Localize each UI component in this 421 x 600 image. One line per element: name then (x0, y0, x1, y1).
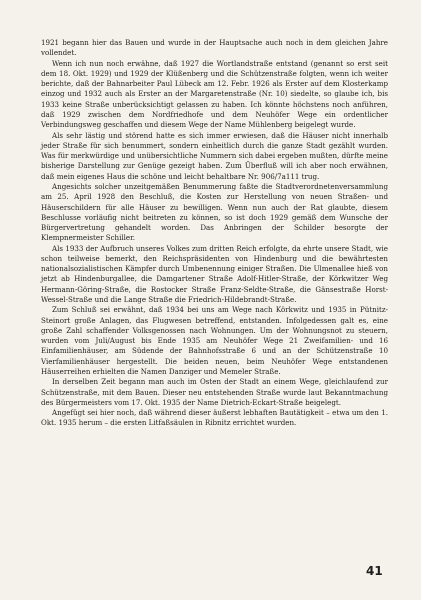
paragraph-5: Als 1933 der Aufbruch unseres Volkes zum dritten Reich erfolgte, da ehrte unsere Stadt, wie schon teilweise bemerkt, den Reichspräsidenten von Hindenburg und die bewährtesten nationalsozialistischen Kämpfer durch Umbenennung einiger Straßen. Die Ulmenallee hieß von jetzt ab Hindenburgallee, die Damgartener Straße Adolf-Hitler-Straße, der Körkwitzer Weg Hermann-Göring-Straße, die Rostocker Straße Franz-Seldte-Straße, die Gänsestraße Horst-Wessel-Straße und die Lange Straße die Friedrich-Hildebrandt-Straße. (41, 243, 388, 305)
paragraph-6: Zum Schluß sei erwähnt, daß 1934 bei uns am Wege nach Körkwitz und 1935 in Pütnitz-Steinort große Anlagen, das Flugwesen betreffend, entstanden. Infolgedessen galt es, eine große Zahl schaffender Volksgenossen nach Wohnungen. Um der Wohnungsnot zu steuern, wurden vom Juli/August bis Ende 1935 am Neuhöfer Wege 21 Zweifamilien- und 16 Einfamilienhäuser, am Südende der Bahnhofsstraße 6 und an der Schützenstraße 10 Vierfamilienhäuser hergestellt. Die beiden neuen, beim Neuhöfer Wege entstandenen Häuserreihen erhielten die Namen Danziger und Memeler Straße. (41, 305, 388, 376)
paragraph-2: Wenn ich nun noch erwähne, daß 1927 die Wortlandstraße entstand (genannt so erst seit dem 18. Okt. 1929) und 1929 der Klüßenberg und die Schützenstraße folgten, wenn ich weiter berichte, daß der Bahnarbeiter Paul Lübeck am 12. Febr. 1926 als Erster auf dem Klosterkamp einzog und 1932 auch als Erster an der Margaretenstraße (Nr. 10) siedelte, so glaube ich, bis 1933 keine Straße unberücksichtigt gelassen zu haben. Ich könnte höchstens noch anführen, daß 1929 zwischen dem Nordfriedhofe und dem Neuhöfer Wege ein ordentlicher Verbindungsweg geschaffen und diesem Wege der Name Mühlenberg beigelegt wurde. (41, 58, 388, 130)
page-number: 41 (366, 564, 383, 578)
paragraph-4: Angesichts solcher unzeitgemäßen Benummerung faßte die Stadtverordnetenversammlung am 25. April 1928 den Beschluß, die Kosten zur Herstellung von neuen Straßen- und Häuserschildern für alle Häuser zu bewilligen. Wenn nun auch der Rat glaubte, diesem Beschlusse vorläufig nicht beitreten zu können, so ist doch 1929 gemäß dem Wunsche der Bürgervertretung gehandelt worden. Das Anbringen der Schilder besorgte der Klempnermeister Schiller. (41, 181, 388, 243)
paragraph-1: 1921 begann hier das Bauen und wurde in der Hauptsache auch noch in dem gleichen Jahre vollendet. (41, 38, 388, 58)
body-text (41, 38, 388, 429)
paragraph-3: Als sehr lästig und störend hatte es sich immer erwiesen, daß die Häuser nicht innerhalb jeder Straße für sich benummert, sondern einheitlich durch die ganze Stadt gezählt wurden. Was für merkwürdige und unübersichtliche Nummern sich dabei ergeben mußten, dürfte meine bisherige Darstellung zur Genüge gezeigt haben. Zum Überfluß will ich aber noch erwähnen, daß mein eigenes Haus die schöne und leicht behaltbare Nr. 906/7a111 trug. (41, 130, 388, 181)
paragraph-7: In derselben Zeit begann man auch im Osten der Stadt an einem Wege, gleichlaufend zur Schützenstraße, mit dem Bauen. Dieser neu entstehenden Straße wurde laut Bekanntmachung des Bürgermeisters vom 17. Okt. 1935 der Name Dietrich-Eckart-Straße beigelegt. (41, 377, 388, 407)
paragraph-8: Angefügt sei hier noch, daß während dieser äußerst lebhaften Bautätigkeit – etwa um den 1. Okt. 1935 herum – die ersten Litfaßsäulen in Ribnitz errichtet wurden. (41, 408, 388, 428)
